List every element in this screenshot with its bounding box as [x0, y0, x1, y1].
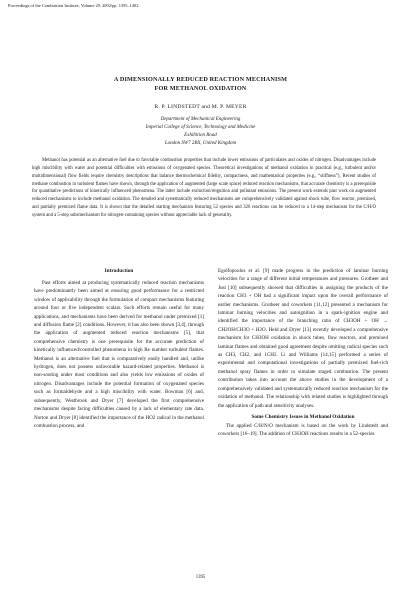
- abstract: [32, 157, 376, 220]
- intro-paragraph: Past efforts aimed at producing systematically reduced reaction mechanisms have predominantly been aimed at ensuring good performance for a restricted window of applicability through the formulation of compact mechanisms featuring around four or five independent scalars. Such efforts remain useful for many applications, and mechanisms have been derived for methanol under premixed [1] and diffusion flame [2] conditions. However, it has also been shown [3,4], through the application of augmented reduced reaction mechanisms [5], that comprehensive chemistry is one prerequisite for the accurate prediction of kinetically influenced/controlled phenomena in high Re number turbulent flames. Methanol is an alternative fuel that is comparatively easily handled and, unlike hydrogen, does not possess unfavorable hazard-related properties. Methanol is non-sooting under most conditions and also yields low emissions of oxides of nitrogen. Disadvantages include the potential formation of oxygenated species such as formaldehyde and a high miscibility with water. Bowman [6] and, subsequently, Westbrook and Dryer [7] developed the first comprehensive mechanisms despite facing difficulties caused by a lack of elementary rate data. Norton and Dryer [8] identified the importance of the HO2 radical in the methanol combustion process, and: [34, 280, 204, 429]
- section-heading-chemistry: Some Chemistry Issues in Methanol Oxidation: [251, 413, 355, 420]
- affiliation-department: Department of Mechanical Engineering: [160, 117, 241, 122]
- paper-title-line-2: FOR METHANOL OXIDATION: [154, 85, 247, 92]
- left-column: [34, 267, 204, 430]
- abstract-text: Methanol has potential as an alternative fuel due to favorable combustion properties that include lower emissions of particulates and oxides of nitrogen. Disadvantages include high miscibility with water and potential difficulties with emissions of oxygenated species. Theoretical investigations of methanol oxidation in practical (e.g., turbulent and/or multidimensional) flow fields require chemistry descriptions that balance thermochemical fidelity, compactness, and mathematical properties (e.g., “stiffness”). Recent studies of methane combustion in turbulent flames have shown, through the application of augmented (large scale space) reduced reaction mechanisms, that accurate chemistry is a prerequisite for quantitative predictions of kinetically influenced phenomena. The latter include extinction/reignition and pollutant emissions. The present work extends past work on augmented reduced mechanisms to include methanol oxidation. The detailed and systematically reduced mechanisms are comprehensively validated against shock tube, flow reactor, premixed, and partially premixed flame data. It is shown that the detailed starting mechanism featuring 52 species and 326 reactions can be reduced to a 14-step mechanism for the C/H/O system and a 5-step subsmechanism for nitrogen-containing species without appreciable lack of generality.: [32, 158, 376, 218]
- affiliation-street: Exhibition Road: [184, 133, 217, 138]
- chemistry-paragraph: The applied C/H/N/O mechanism is based on the work by Lindstedt and coworkers [16–19]. The addition of CH3OH reactions results in a 52-species: [218, 422, 388, 438]
- affiliation-institution: Imperial College of Science, Technology and Medicine: [145, 125, 256, 130]
- page-number: 1395: [195, 575, 206, 580]
- right-column: [218, 267, 388, 439]
- intro-paragraph-continued: Egolfopoulos et al. [9] made progress in the prediction of laminar burning velocities for a range of different initial temperatures and pressures. Grotheer and Just [10] subsequently showed that difficulties in assigning the products of the reaction CH3 + OH had a significant impact upon the overall performance of earlier mechanisms. Grotheer and coworkers [11,12] presented a mechanism for laminar burning velocities and autoignition in a spark-ignition engine and identified the importance of the branching ratio of CH3OH + OH → CH2OH/CH3O + H2O. Held and Dryer [13] recently developed a comprehensive mechanism for CH3OH oxidation in shock tubes, flow reactors, and premixed laminar flames and obtained good agreement despite omitting radical species such as CH3, CH2, and 1CH2. Li and Williams [14,15] performed a series of experimental and computational investigations of partially premixed fuel-rich methanol spray flames in order to simulate staged combustion. The present contribution takes into account the above studies in the development of a comprehensively validated and systematically reduced reaction mechanism for the oxidation of methanol. The relationship with related studies is highlighted through the application of path and sensitivity analyses.: [218, 268, 388, 409]
- running-head: Proceedings of the Combustion Institute, Volume 29, 2002/pp. 1395–1402: [8, 3, 139, 8]
- affiliation-city: London SW7 2BX, United Kingdom: [164, 141, 237, 146]
- paper-title-line-1: A DIMENSIONALLY REDUCED REACTION MECHANISM: [113, 76, 288, 83]
- section-heading-introduction: Introduction: [104, 268, 134, 274]
- author-list: R. P. LINDSTEDT and M. P. MEYER: [154, 104, 247, 110]
